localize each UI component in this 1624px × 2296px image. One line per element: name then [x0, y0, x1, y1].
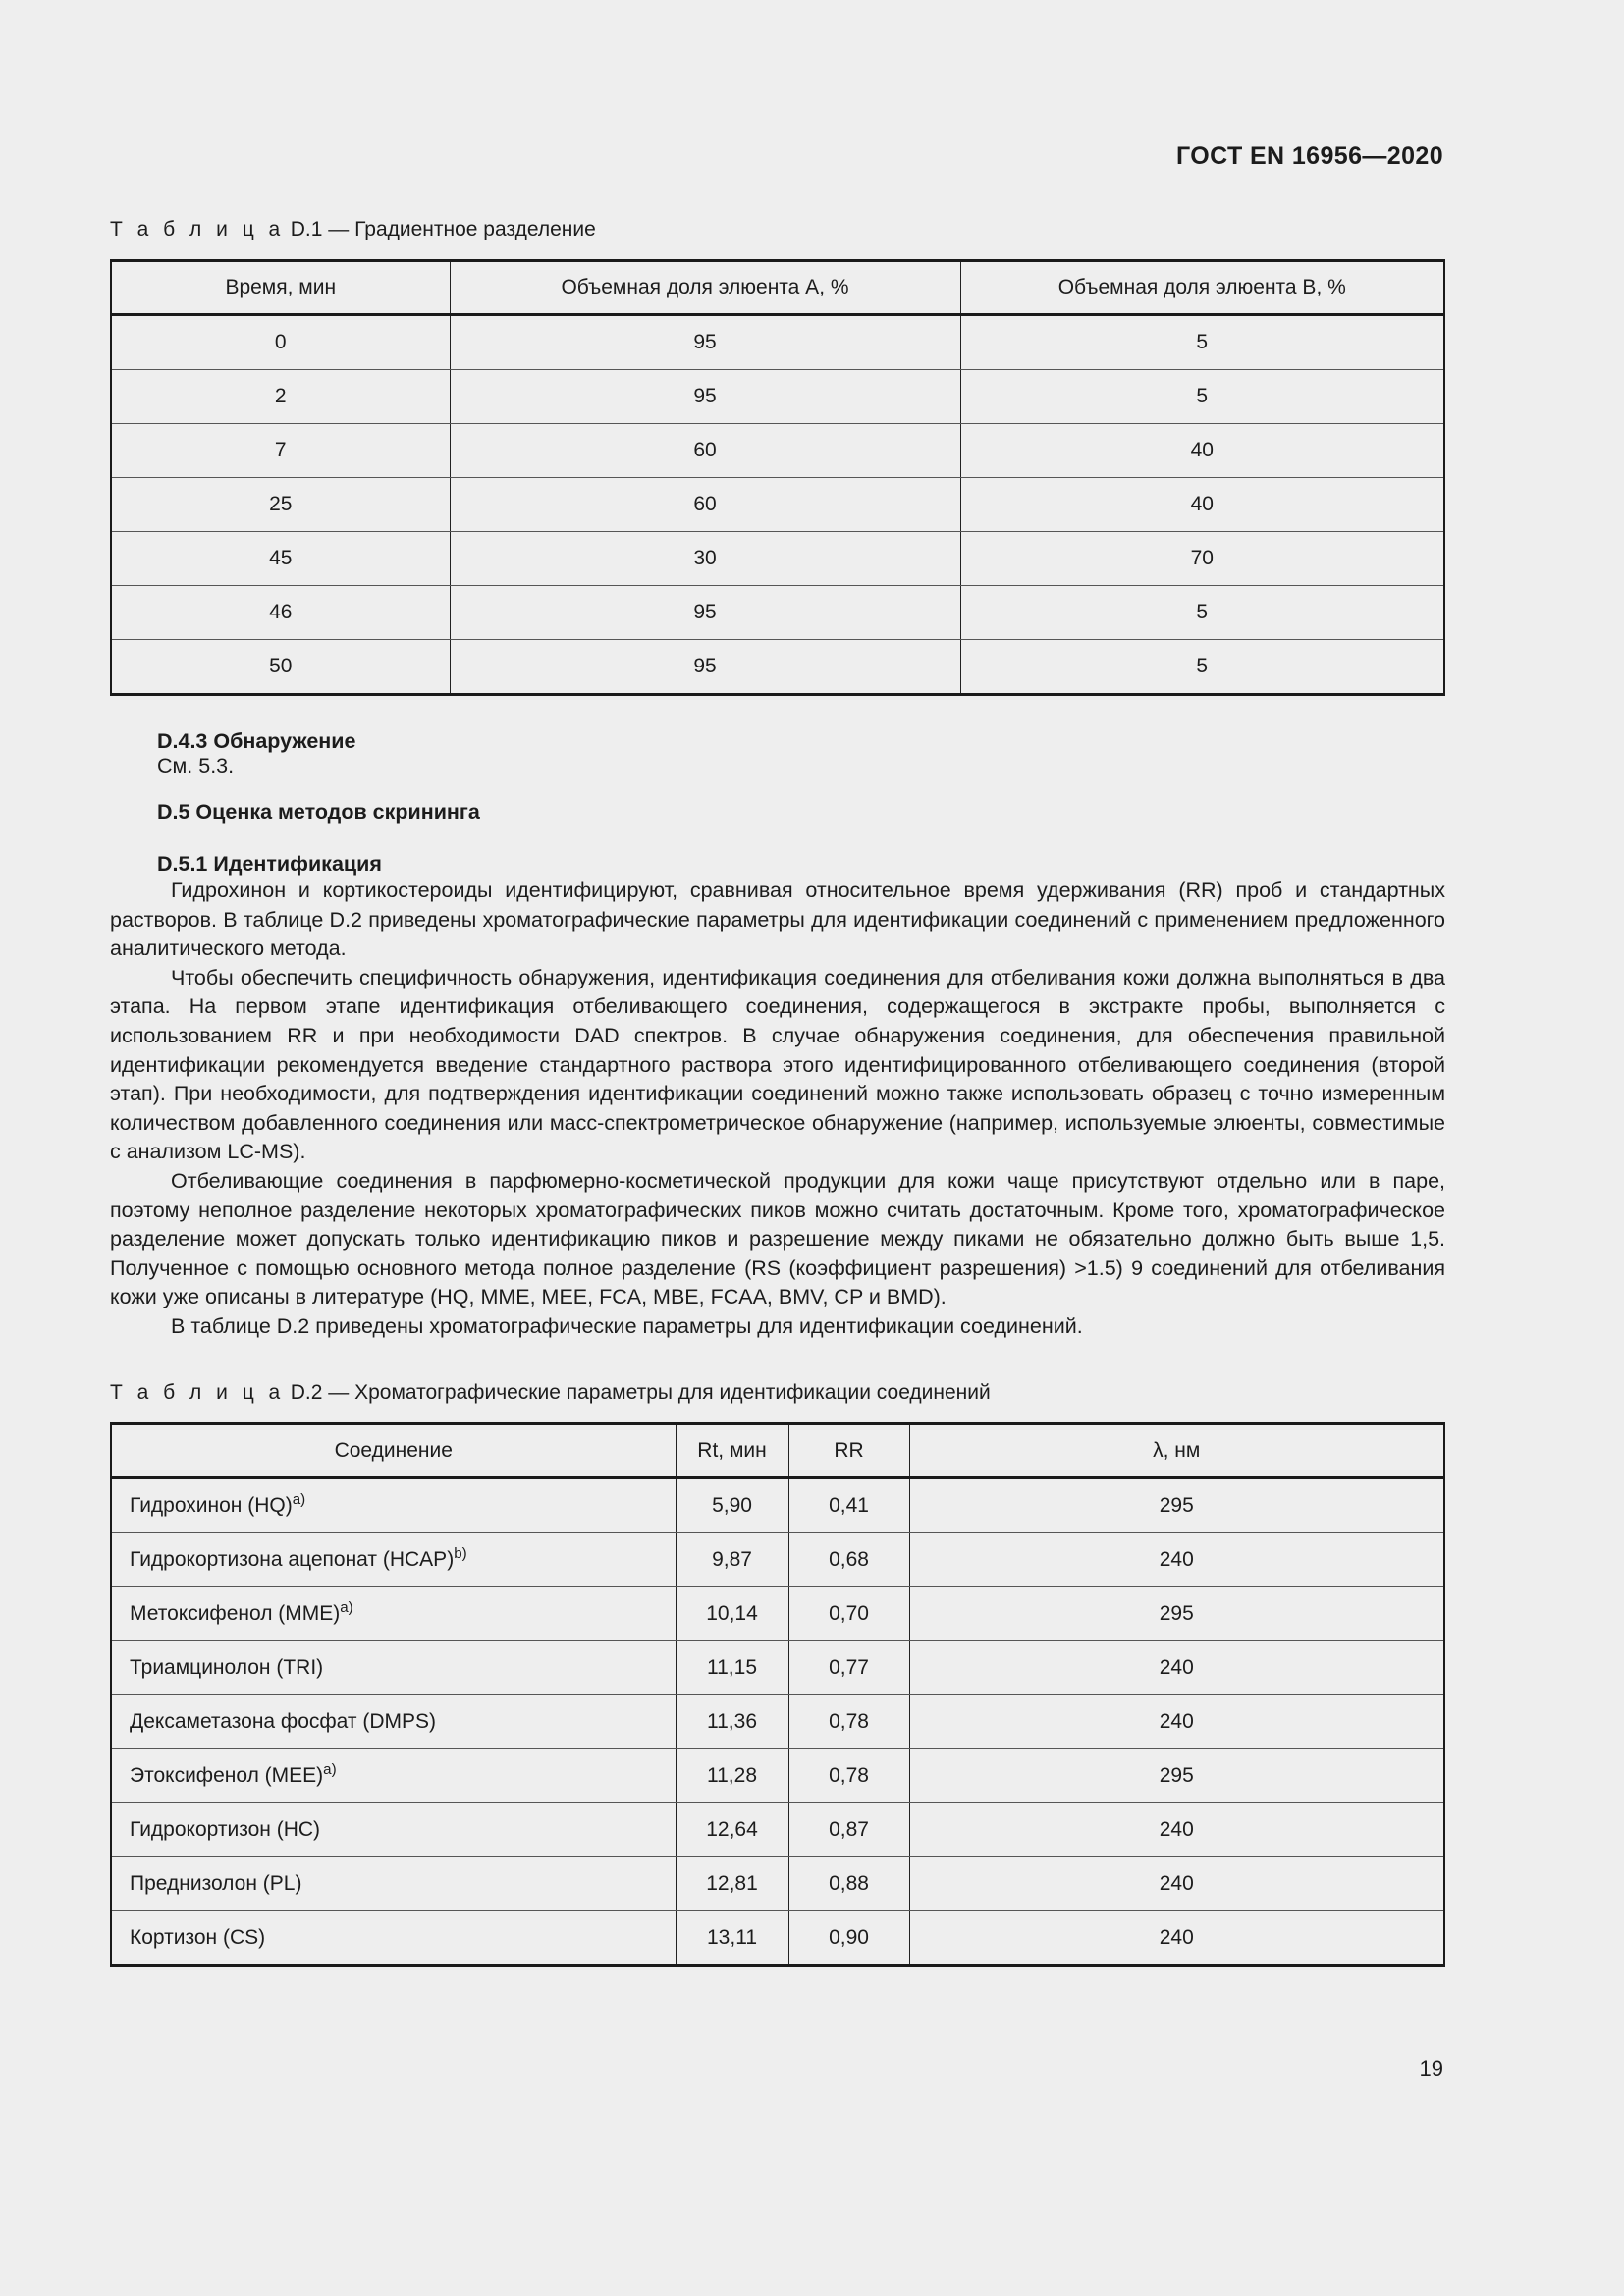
cell-compound — [111, 1640, 676, 1694]
footnote-marker: b) — [454, 1544, 467, 1562]
cell-eluent-b: 5 — [960, 640, 1444, 695]
table-d2-col-lambda: λ, нм — [909, 1423, 1444, 1477]
table-d2-col-compound: Соединение — [111, 1423, 676, 1477]
table-row — [111, 586, 1444, 640]
table-row — [111, 1910, 1444, 1965]
table-row — [111, 315, 1444, 370]
compound-name: Триамцинолон (TRI) — [130, 1655, 324, 1679]
table-d2-col-rr: RR — [788, 1423, 909, 1477]
paragraph-identification-1: Гидрохинон и кортикостероиды идентифицируют, сравнивая относительное время удерживания (RR) проб и стандартных растворов. В таблице D.2 приведены хроматографические параметры для идентификации соединений с применением предложенного аналитического метода. — [110, 879, 1445, 961]
cell-eluent-b: 5 — [960, 315, 1444, 370]
compound-name: Дексаметазона фосфат (DMPS) — [130, 1709, 436, 1733]
cell-rr: 0,87 — [788, 1802, 909, 1856]
table-d2-col-rt: Rt, мин — [676, 1423, 788, 1477]
cell-eluent-b: 40 — [960, 478, 1444, 532]
table-row — [111, 1477, 1444, 1532]
table-d2-caption-rest: D.2 — Хроматографические параметры для идентификации соединений — [290, 1380, 991, 1404]
cell-lambda: 240 — [909, 1694, 1444, 1748]
cell-lambda: 240 — [909, 1802, 1444, 1856]
cell-lambda: 240 — [909, 1532, 1444, 1586]
cell-eluent-a: 60 — [450, 478, 960, 532]
compound-name: Гидрокортизона ацепонат (HCAP) — [130, 1547, 455, 1571]
cell-rt: 11,15 — [676, 1640, 788, 1694]
footnote-marker: a) — [292, 1490, 306, 1508]
cell-time: 45 — [111, 532, 450, 586]
table-d1-col-eluent-a: Объемная доля элюента А, % — [450, 261, 960, 315]
cell-compound — [111, 1910, 676, 1965]
table-row — [111, 478, 1444, 532]
table-d1-col-time: Время, мин — [111, 261, 450, 315]
compound-name: Гидрохинон (HQ) — [130, 1493, 293, 1517]
cell-eluent-a: 95 — [450, 640, 960, 695]
cell-compound — [111, 1856, 676, 1910]
cell-compound — [111, 1586, 676, 1640]
cell-rr: 0,78 — [788, 1694, 909, 1748]
compound-name: Этоксифенол (MEE) — [130, 1763, 324, 1787]
cell-rt: 13,11 — [676, 1910, 788, 1965]
cell-lambda: 295 — [909, 1586, 1444, 1640]
paragraph-identification-3: Отбеливающие соединения в парфюмерно-косметической продукции для кожи чаще присутствуют отдельно или в паре, поэтому неполное разделение некоторых хроматографических пиков можно считать достаточным. Кроме того, хроматографическое разделение может допускать только идентификацию пиков и разрешение между пиками не обязательно должно быть выше 1,5. Полученное с помощью основного метода полное разделение (RS (коэффициент разрешения) >1.5) 9 соединений для отбеливания кожи уже описаны в литературе (HQ, MME, MEE, FCA, MBE, FCAA, BMV, CP и BMD). — [110, 1168, 1445, 1309]
compound-name: Кортизон (CS) — [130, 1925, 266, 1949]
table-row — [111, 1694, 1444, 1748]
cell-time: 25 — [111, 478, 450, 532]
cell-rt: 12,81 — [676, 1856, 788, 1910]
compound-name: Преднизолон (PL) — [130, 1871, 302, 1895]
cell-eluent-b: 40 — [960, 424, 1444, 478]
table-d1-header-row — [111, 261, 1444, 315]
cell-compound — [111, 1694, 676, 1748]
cell-eluent-a: 95 — [450, 370, 960, 424]
compound-name: Гидрокортизон (HC) — [130, 1817, 321, 1841]
heading-d5: D.5 Оценка методов скрининга — [157, 800, 480, 824]
table-d2-caption-word: Т а б л и ц а — [110, 1380, 285, 1404]
cell-eluent-b: 70 — [960, 532, 1444, 586]
cell-rr: 0,68 — [788, 1532, 909, 1586]
heading-d43: D.4.3 Обнаружение — [157, 729, 356, 753]
page-number: 19 — [1419, 2056, 1443, 2081]
running-header: ГОСТ EN 16956—2020 — [1176, 142, 1443, 170]
page-content — [110, 218, 1445, 1967]
cell-lambda: 240 — [909, 1856, 1444, 1910]
table-row — [111, 532, 1444, 586]
table-d2-header-row — [111, 1423, 1444, 1477]
table-d2-caption — [110, 1381, 1445, 1405]
table-row — [111, 370, 1444, 424]
cell-rt: 10,14 — [676, 1586, 788, 1640]
cell-time: 46 — [111, 586, 450, 640]
cell-lambda: 240 — [909, 1910, 1444, 1965]
paragraph-identification-4: В таблице D.2 приведены хроматографические параметры для идентификации соединений. — [171, 1313, 1083, 1338]
cell-rr: 0,77 — [788, 1640, 909, 1694]
table-row — [111, 1748, 1444, 1802]
table-d1 — [110, 259, 1445, 696]
cell-compound — [111, 1748, 676, 1802]
cell-lambda: 295 — [909, 1477, 1444, 1532]
cell-eluent-a: 95 — [450, 586, 960, 640]
cell-compound — [111, 1477, 676, 1532]
cell-rr: 0,88 — [788, 1856, 909, 1910]
table-row — [111, 640, 1444, 695]
compound-name: Метоксифенол (MME) — [130, 1601, 341, 1625]
table-d1-caption — [110, 218, 1445, 241]
cell-time: 7 — [111, 424, 450, 478]
table-row — [111, 1640, 1444, 1694]
table-d1-caption-rest: D.1 — Градиентное разделение — [290, 218, 596, 240]
footnote-marker: a) — [340, 1598, 353, 1616]
heading-d51: D.5.1 Идентификация — [157, 852, 382, 876]
cell-rr: 0,78 — [788, 1748, 909, 1802]
paragraph-identification-2: Чтобы обеспечить специфичность обнаружения, идентификация соединения для отбеливания кожи должна выполняться в два этапа. На первом этапе идентификация отбеливающего соединения, содержащегося в экстракте пробы, выполняется с использованием RR и при необходимости DAD спектров. В случае обнаружения соединения, для обеспечения правильной идентификации рекомендуется введение стандартного раствора этого идентифицированного отбеливающего соединения (второй этап). При необходимости, для подтверждения идентификации соединений можно также использовать образец с точно измеренным количеством добавленного соединения или масс-спектрометрическое обнаружение (например, используемые элюенты, совместимые с анализом LC-MS). — [110, 965, 1445, 1164]
table-row — [111, 1532, 1444, 1586]
cell-rt: 11,28 — [676, 1748, 788, 1802]
table-d2 — [110, 1422, 1445, 1967]
cell-compound — [111, 1802, 676, 1856]
cell-rr: 0,90 — [788, 1910, 909, 1965]
cell-rt: 9,87 — [676, 1532, 788, 1586]
cell-eluent-a: 60 — [450, 424, 960, 478]
cell-lambda: 295 — [909, 1748, 1444, 1802]
cell-eluent-b: 5 — [960, 586, 1444, 640]
text-d43: См. 5.3. — [157, 754, 235, 777]
table-row — [111, 424, 1444, 478]
table-d1-col-eluent-b: Объемная доля элюента В, % — [960, 261, 1444, 315]
cell-rr: 0,41 — [788, 1477, 909, 1532]
cell-rr: 0,70 — [788, 1586, 909, 1640]
cell-time: 0 — [111, 315, 450, 370]
table-d1-caption-word: Т а б л и ц а — [110, 218, 285, 240]
cell-eluent-b: 5 — [960, 370, 1444, 424]
cell-rt: 5,90 — [676, 1477, 788, 1532]
cell-rt: 12,64 — [676, 1802, 788, 1856]
cell-eluent-a: 30 — [450, 532, 960, 586]
table-row — [111, 1802, 1444, 1856]
footnote-marker: a) — [323, 1760, 337, 1778]
cell-eluent-a: 95 — [450, 315, 960, 370]
cell-rt: 11,36 — [676, 1694, 788, 1748]
cell-compound — [111, 1532, 676, 1586]
table-row — [111, 1856, 1444, 1910]
cell-time: 2 — [111, 370, 450, 424]
cell-time: 50 — [111, 640, 450, 695]
table-row — [111, 1586, 1444, 1640]
cell-lambda: 240 — [909, 1640, 1444, 1694]
